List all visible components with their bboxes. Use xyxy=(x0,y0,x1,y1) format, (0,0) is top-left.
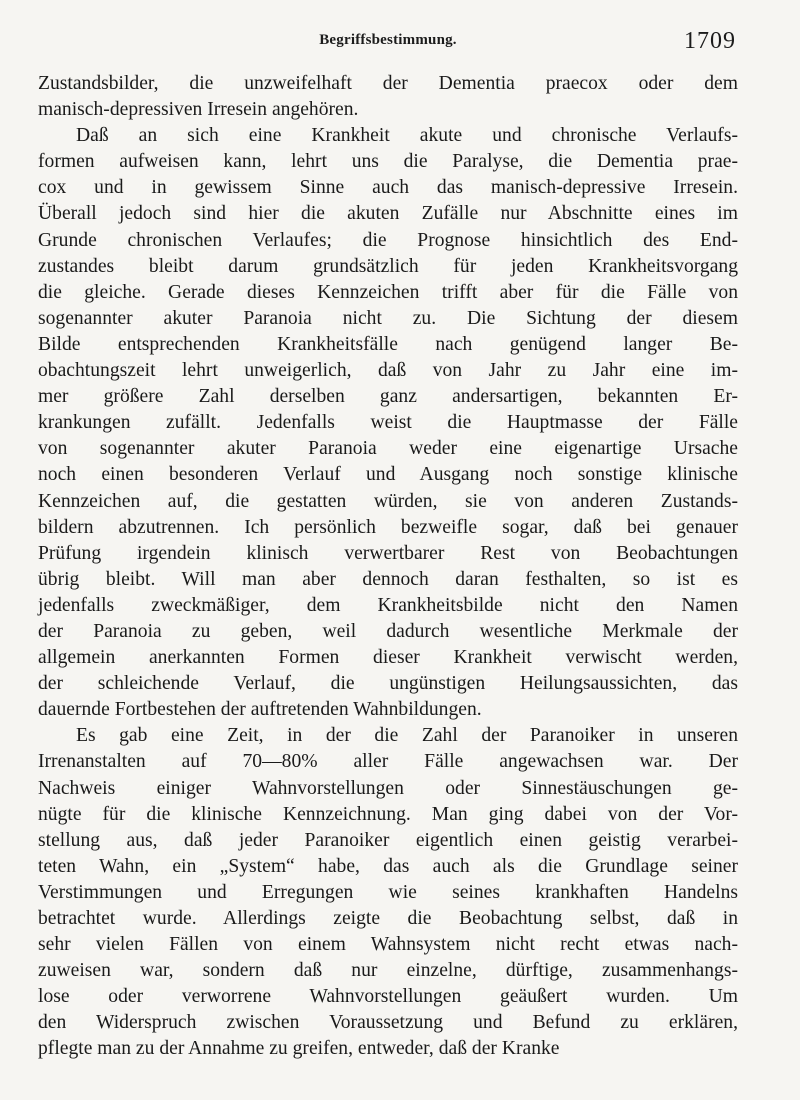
body-text xyxy=(38,71,738,1063)
page-header xyxy=(38,30,738,60)
text-line: Irrenanstalten auf 70—80% aller Fälle angewachsen war. Der xyxy=(38,751,738,773)
text-line: sehr vielen Fällen von einem Wahnsystem nicht recht etwas nach- xyxy=(38,934,738,956)
text-line: Es gab eine Zeit, in der die Zahl der Paranoiker in unseren xyxy=(76,725,738,747)
text-line: den Widerspruch zwischen Voraussetzung und Befund zu erklären, xyxy=(38,1012,738,1034)
text-line: die gleiche. Gerade dieses Kennzeichen trifft aber für die Fälle von xyxy=(38,281,738,303)
text-line: Grunde chronischen Verlaufes; die Prognose hinsichtlich des End- xyxy=(38,229,738,251)
text-line: manisch-depressiven Irresein angehören. xyxy=(38,99,359,121)
text-line: Nachweis einiger Wahnvorstellungen oder Sinnestäuschungen ge- xyxy=(38,777,738,799)
text-line: sogenannter akuter Paranoia nicht zu. Die Sichtung der diesem xyxy=(38,307,738,329)
text-line: bildern abzutrennen. Ich persönlich bezweifle sogar, daß bei genauer xyxy=(38,516,738,538)
text-line: dauernde Fortbestehen der auftretenden Wahnbildungen. xyxy=(38,699,482,721)
text-line: Zustandsbilder, die unzweifelhaft der Dementia praecox oder dem xyxy=(38,73,738,94)
paragraph xyxy=(38,123,738,723)
text-line: noch einen besonderen Verlauf und Ausgang noch sonstige klinische xyxy=(38,464,738,486)
text-line: jedenfalls zweckmäßiger, dem Krankheitsbilde nicht den Namen xyxy=(38,594,738,616)
text-line: Daß an sich eine Krankheit akute und chronische Verlaufs- xyxy=(76,125,738,147)
text-line: lose oder verworrene Wahnvorstellungen geäußert wurden. Um xyxy=(38,986,738,1008)
text-line: allgemein anerkannten Formen dieser Krankheit verwischt werden, xyxy=(38,647,738,669)
text-line: nügte für die klinische Kennzeichnung. Man ging dabei von der Vor- xyxy=(38,803,738,825)
text-line: Bilde entsprechenden Krankheitsfälle nach genügend langer Be- xyxy=(38,333,738,355)
paragraph xyxy=(38,723,738,1062)
text-line: krankungen zufällt. Jedenfalls weist die Hauptmasse der Fälle xyxy=(38,412,738,434)
text-line: stellung aus, daß jeder Paranoiker eigentlich einen geistig verarbei- xyxy=(38,829,738,851)
text-line: Kennzeichen auf, die gestatten würden, sie von anderen Zustands- xyxy=(38,490,738,512)
text-line: teten Wahn, ein „System“ habe, das auch als die Grundlage seiner xyxy=(38,855,738,877)
text-line: formen aufweisen kann, lehrt uns die Paralyse, die Dementia prae- xyxy=(38,151,738,173)
text-line: Prüfung irgendein klinisch verwertbarer Rest von Beobachtungen xyxy=(38,542,738,564)
text-line: zustandes bleibt darum grundsätzlich für jeden Krankheitsvorgang xyxy=(38,255,738,277)
text-line: übrig bleibt. Will man aber dennoch daran festhalten, so ist es xyxy=(38,568,738,590)
text-line: betrachtet wurde. Allerdings zeigte die Beobachtung selbst, daß in xyxy=(38,908,738,929)
text-line: obachtungszeit lehrt unweigerlich, daß von Jahr zu Jahr eine im- xyxy=(38,360,738,382)
page-number: 1709 xyxy=(684,28,736,54)
text-line: zuweisen war, sondern daß nur einzelne, dürftige, zusammenhangs- xyxy=(38,960,738,982)
text-line: der schleichende Verlauf, die ungünstigen Heilungsaussichten, das xyxy=(38,673,738,695)
text-line: Überall jedoch sind hier die akuten Zufälle nur Abschnitte eines im xyxy=(38,203,738,225)
text-line: cox und in gewissem Sinne auch das manisch-depressive Irresein. xyxy=(38,177,738,199)
paragraph xyxy=(38,71,738,123)
text-line: mer größere Zahl derselben ganz andersartigen, bekannten Er- xyxy=(38,386,738,408)
text-line: der Paranoia zu geben, weil dadurch wesentliche Merkmale der xyxy=(38,620,738,642)
text-line: von sogenannter akuter Paranoia weder eine eigenartige Ursache xyxy=(38,438,738,460)
text-line: pflegte man zu der Annahme zu greifen, entweder, daß der Kranke xyxy=(38,1038,560,1060)
running-head: Begriffsbestimmung. xyxy=(319,32,457,48)
text-line: Verstimmungen und Erregungen wie seines krankhaften Handelns xyxy=(38,881,738,903)
